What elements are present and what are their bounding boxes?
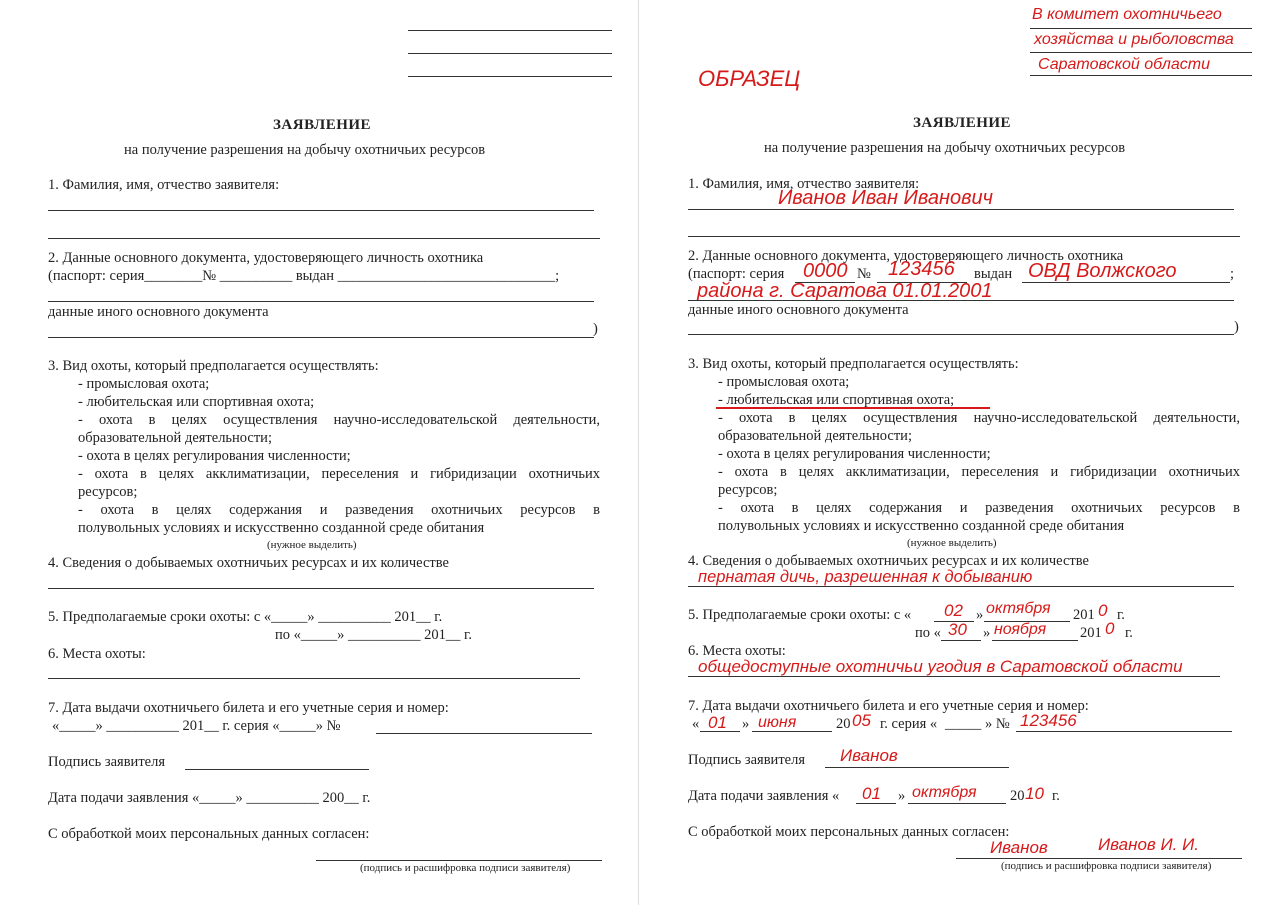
addressee-text-3: Саратовской области xyxy=(1038,56,1210,73)
select-note: (нужное выделить) xyxy=(907,537,997,549)
question-6-label: 6. Места охоты: xyxy=(688,643,786,659)
submit-date[interactable]: Дата подачи заявления «_____» __________ 200__ г. xyxy=(48,790,371,806)
question-7-label: 7. Дата выдачи охотничьего билета и его учетные серия и номер: xyxy=(48,700,449,716)
hunt-to-year-prefix: 201 xyxy=(1080,625,1102,641)
passport-label: (паспорт: серия xyxy=(688,266,785,282)
passport-issued-by[interactable]: ОВД Волжского xyxy=(1028,260,1177,282)
hunt-to-year[interactable]: 0 xyxy=(1105,619,1115,638)
question-4-label: 4. Сведения о добываемых охотничьих ресурсах и их количестве xyxy=(688,553,1089,569)
ticket-number-label: » № xyxy=(985,716,1010,732)
hunt-from-year-prefix: 201 xyxy=(1073,607,1095,623)
hunt-type-item[interactable]: - охота в целях осуществления научно-исследовательской деятельности, xyxy=(718,410,1240,426)
applicant-signature[interactable]: Иванов xyxy=(840,746,898,765)
ticket-series-label: г. серия « xyxy=(880,716,938,732)
submit-year-prefix: 20 xyxy=(1010,788,1025,804)
hunt-type-item-continued: образовательной деятельности; xyxy=(718,428,912,444)
form-subtitle: на получение разрешения на добычу охотничьих ресурсов xyxy=(764,140,1126,156)
consent-signature[interactable]: Иванов xyxy=(990,838,1048,857)
hunt-type-item-continued: ресурсов; xyxy=(78,484,138,500)
hunt-to-quote: » xyxy=(983,625,991,641)
addressee-line-3[interactable] xyxy=(408,76,612,77)
applicant-fio[interactable]: Иванов Иван Иванович xyxy=(778,187,994,209)
signature-line[interactable] xyxy=(825,767,1009,768)
ticket-year[interactable]: 05 xyxy=(852,711,871,730)
document-line-2[interactable] xyxy=(48,337,594,338)
game-resources[interactable]: пернатая дичь, разрешенная к добыванию xyxy=(698,568,1033,586)
submit-date-label: Дата подачи заявления « xyxy=(688,788,840,804)
submit-day[interactable]: 01 xyxy=(862,784,881,803)
hunt-period-from[interactable]: 5. Предполагаемые сроки охоты: с «_____» __________ 201__ г. xyxy=(48,609,443,625)
addressee-text-2: хозяйства и рыболовства xyxy=(1034,31,1234,48)
ticket-number-line[interactable] xyxy=(376,733,592,734)
hunt-to-month-line xyxy=(992,640,1078,641)
addressee-text-1: В комитет охотничьего xyxy=(1032,6,1222,23)
form-subtitle: на получение разрешения на добычу охотничьих ресурсов xyxy=(124,142,486,158)
question-5-label: 5. Предполагаемые сроки охоты: с « xyxy=(688,607,912,623)
submit-g: г. xyxy=(1052,788,1060,804)
submit-day-line xyxy=(856,803,896,804)
ticket-date-open: « xyxy=(692,716,700,732)
hunt-to-day[interactable]: 30 xyxy=(948,620,967,639)
hunt-from-quote: » xyxy=(976,607,984,623)
passport-line[interactable]: (паспорт: серия________№ __________ выдан ______________________________; xyxy=(48,268,560,284)
consent-signature-line[interactable] xyxy=(956,858,1242,859)
consent-note: (подпись и расшифровка подписи заявителя) xyxy=(1001,860,1212,872)
consent-label: С обработкой моих персональных данных согласен: xyxy=(48,826,370,842)
hunt-type-item[interactable]: - охота в целях осуществления научно-исследовательской деятельности, xyxy=(78,412,600,428)
places-line[interactable] xyxy=(48,678,580,679)
hunt-type-item[interactable]: - охота в целях регулирования численности; xyxy=(718,446,991,462)
hunt-to-g: г. xyxy=(1125,625,1133,641)
hunt-type-item-selected[interactable]: - любительская или спортивная охота; xyxy=(718,392,955,408)
resources-line[interactable] xyxy=(688,586,1234,587)
passport-number[interactable]: 123456 xyxy=(888,258,955,280)
hunt-period-to[interactable]: по «_____» __________ 201__ г. xyxy=(275,627,472,643)
question-1-label: 1. Фамилия, имя, отчество заявителя: xyxy=(688,176,920,192)
consent-name[interactable]: Иванов И. И. xyxy=(1098,835,1200,854)
addressee-line-3[interactable] xyxy=(1030,75,1252,76)
other-document-label: данные иного основного документа xyxy=(48,304,269,320)
question-4-label: 4. Сведения о добываемых охотничьих ресурсах и их количестве xyxy=(48,555,449,571)
document-close-paren: ) xyxy=(1234,319,1239,335)
ticket-series-blank[interactable]: _____ xyxy=(945,716,982,732)
fio-line-2[interactable] xyxy=(688,236,1240,237)
addressee-line-1[interactable] xyxy=(1030,28,1252,29)
hunt-from-day[interactable]: 02 xyxy=(944,601,963,620)
places-line[interactable] xyxy=(688,676,1220,677)
hunt-type-item-continued: образовательной деятельности; xyxy=(78,430,272,446)
ticket-number[interactable]: 123456 xyxy=(1020,711,1077,730)
submit-month[interactable]: октября xyxy=(912,784,977,801)
hunt-type-item-continued: полувольных условиях и искусственно созданной среде обитания xyxy=(718,518,1125,534)
other-document-label: данные иного основного документа xyxy=(688,302,909,318)
ticket-date-series[interactable]: «_____» __________ 201__ г. серия «_____» № xyxy=(52,718,341,734)
hunt-type-item[interactable]: - охота в целях акклиматизации, переселения и гибридизации охотничьих xyxy=(718,464,1240,480)
signature-label: Подпись заявителя xyxy=(688,752,805,768)
ticket-date-close: » xyxy=(742,716,750,732)
ticket-number-line[interactable] xyxy=(1016,731,1232,732)
hunt-from-month[interactable]: октября xyxy=(986,600,1051,617)
question-7-label: 7. Дата выдачи охотничьего билета и его учетные серия и номер: xyxy=(688,698,1089,714)
page-divider xyxy=(638,0,639,905)
addressee-line-2[interactable] xyxy=(408,53,612,54)
hunt-type-item[interactable]: - охота в целях акклиматизации, переселения и гибридизации охотничьих xyxy=(78,466,600,482)
hunt-type-item-continued: ресурсов; xyxy=(718,482,778,498)
question-2-label: 2. Данные основного документа, удостоверяющего личность охотника xyxy=(48,250,484,266)
fio-line-2[interactable] xyxy=(48,238,600,239)
hunt-type-item-continued: полувольных условиях и искусственно созданной среде обитания xyxy=(78,520,485,536)
ticket-day-line xyxy=(700,731,740,732)
ticket-month-line xyxy=(752,731,832,732)
hunt-type-item[interactable]: - промысловая охота; xyxy=(78,376,210,392)
hunt-type-item[interactable]: - охота в целях регулирования численности; xyxy=(78,448,351,464)
question-1-label: 1. Фамилия, имя, отчество заявителя: xyxy=(48,177,280,193)
submit-year[interactable]: 10 xyxy=(1025,784,1044,803)
question-2-label: 2. Данные основного документа, удостоверяющего личность охотника xyxy=(688,248,1124,264)
passport-series[interactable]: 0000 xyxy=(803,260,848,282)
hunt-type-item[interactable]: - охота в целях содержания и разведения охотничьих ресурсов в xyxy=(718,500,1240,516)
sample-stamp: ОБРАЗЕЦ xyxy=(698,66,801,91)
addressee-line-2[interactable] xyxy=(1030,52,1252,53)
ticket-month[interactable]: июня xyxy=(758,714,797,731)
document-line-2[interactable] xyxy=(688,334,1234,335)
fio-line-1[interactable] xyxy=(688,209,1234,210)
hunt-from-year[interactable]: 0 xyxy=(1098,601,1108,620)
question-3-label: 3. Вид охоты, который предполагается осуществлять: xyxy=(48,358,379,374)
ticket-day[interactable]: 01 xyxy=(708,713,727,732)
consent-signature-line[interactable] xyxy=(316,860,602,861)
consent-label: С обработкой моих персональных данных согласен: xyxy=(688,824,1010,840)
hunting-places[interactable]: общедоступные охотничьи угодия в Саратовской области xyxy=(698,657,1183,676)
hunt-type-item[interactable]: - промысловая охота; xyxy=(718,374,850,390)
fio-line-1[interactable] xyxy=(48,210,594,211)
passport-issued-by-continued[interactable]: района г. Саратова 01.01.2001 xyxy=(697,280,993,302)
question-6-label: 6. Места охоты: xyxy=(48,646,146,662)
passport-number-label: № xyxy=(857,266,871,282)
question-3-label: 3. Вид охоты, который предполагается осуществлять: xyxy=(688,356,1019,372)
hunt-type-item[interactable]: - любительская или спортивная охота; xyxy=(78,394,315,410)
hunt-to-day-line xyxy=(941,640,981,641)
issued-by-label: выдан xyxy=(974,266,1013,282)
passport-semicolon: ; xyxy=(1230,266,1235,282)
resources-line[interactable] xyxy=(48,588,594,589)
document-line-1[interactable] xyxy=(688,300,1234,301)
submit-month-line xyxy=(908,803,1006,804)
form-title: ЗАЯВЛЕНИЕ xyxy=(913,115,1012,131)
issued-by-line xyxy=(1022,282,1230,283)
hunt-type-item[interactable]: - охота в целях содержания и разведения охотничьих ресурсов в xyxy=(78,502,600,518)
form-title: ЗАЯВЛЕНИЕ xyxy=(273,117,372,133)
submit-date-close: » xyxy=(898,788,906,804)
hunt-to-month[interactable]: ноября xyxy=(994,621,1047,638)
signature-label: Подпись заявителя xyxy=(48,754,165,770)
hunt-from-g: г. xyxy=(1117,607,1125,623)
selection-underline xyxy=(716,407,990,409)
document-line-1[interactable] xyxy=(48,301,594,302)
ticket-year-prefix: 20 xyxy=(836,716,851,732)
signature-line[interactable] xyxy=(185,769,369,770)
document-close-paren: ) xyxy=(593,321,598,337)
hunt-to-label: по « xyxy=(915,625,941,641)
addressee-line-1[interactable] xyxy=(408,30,612,31)
consent-note: (подпись и расшифровка подписи заявителя) xyxy=(360,862,571,874)
select-note: (нужное выделить) xyxy=(267,539,357,551)
